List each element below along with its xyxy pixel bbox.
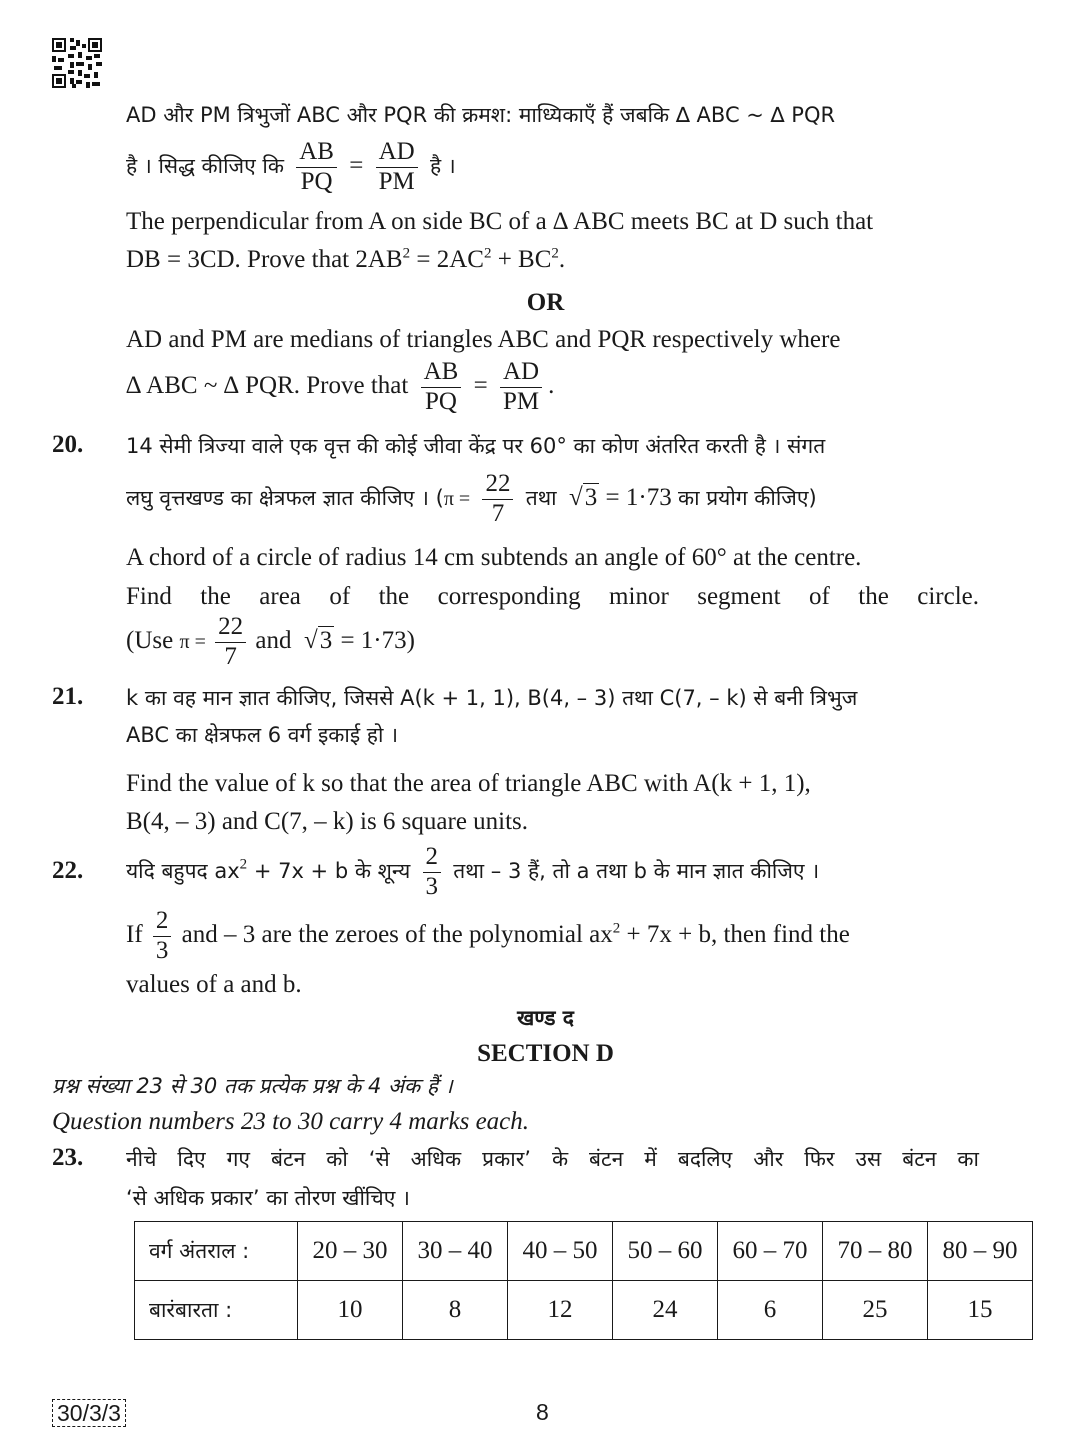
table-cell: 50 – 60	[613, 1222, 718, 1281]
fraction-22-7	[215, 613, 246, 672]
q19-or-line1: AD and PM are medians of triangles ABC and PQR respectively where	[126, 326, 841, 353]
section-en-title: SECTION D	[477, 1040, 614, 1067]
sqrt-radicand: 3	[584, 483, 598, 511]
table-row	[135, 1281, 1033, 1340]
superscript: 2	[402, 245, 411, 262]
sqrt-radicand: 3	[319, 626, 333, 654]
equals-sign: =	[349, 151, 364, 179]
or-label: OR	[526, 289, 565, 316]
q20-en-line2: Find the area of the corresponding minor segment of the circle.	[126, 583, 979, 610]
section-hi-note-text: प्रश्न संख्या 23 से 30 तक प्रत्येक प्रश्न के 4 अंक हैं ।	[52, 1074, 453, 1098]
q21-en-line1: Find the value of k so that the area of triangle ABC with A(k + 1, 1),	[126, 770, 811, 797]
q20-hi-text: 14 सेमी त्रिज्या वाले एक वृत्त की कोई जीवा केंद्र पर 60° का कोण अंतरित करती है । संगत	[126, 434, 826, 458]
and-text: and	[255, 626, 292, 654]
paper-code: 30/3/3	[52, 1399, 126, 1427]
q22-hi-text: यदि बहुपद ax	[126, 858, 240, 883]
q19-hi-text: AD और PM त्रिभुजों ABC और PQR की क्रमश: माध्यिकाएँ हैं जबकि ∆ ABC ~ ∆ PQR	[126, 103, 836, 127]
fraction-denominator: PQ	[424, 387, 457, 415]
q22-en-line2: values of a and b.	[126, 971, 302, 998]
q21-hi-line2	[126, 720, 398, 750]
equals-sign: =	[473, 371, 488, 399]
q19-hi-end: है ।	[429, 153, 456, 178]
q23-hi-line1	[126, 1144, 979, 1174]
q21-en-line2: B(4, – 3) and C(7, – k) is 6 square units.	[126, 808, 529, 835]
fraction-2-3	[423, 843, 442, 902]
row-label	[135, 1281, 298, 1340]
distribution-table	[134, 1221, 1033, 1340]
table-cell: 24	[613, 1281, 718, 1340]
q20-hi-text2: लघु वृत्तखण्ड का क्षेत्रफल ज्ञात कीजिए । (	[126, 485, 444, 510]
q19-hi-prove-text: है । सिद्ध कीजिए कि	[126, 153, 284, 178]
fraction-ab-pq	[296, 138, 337, 197]
question-number: 22.	[52, 857, 84, 884]
table-row	[135, 1222, 1033, 1281]
frequency-label: बारंबारता :	[149, 1298, 233, 1322]
table-cell: 40 – 50	[508, 1222, 613, 1281]
table-cell: 10	[298, 1281, 403, 1340]
period: .	[548, 371, 555, 399]
question-number: 20.	[52, 431, 84, 458]
fraction-ab-pq	[421, 358, 462, 417]
table-cell: 80 – 90	[928, 1222, 1033, 1281]
fraction-denominator: 3	[155, 936, 169, 964]
qr-code	[52, 38, 102, 88]
q19-or-prove-text: ∆ ABC ~ ∆ PQR. Prove that	[126, 371, 409, 399]
fraction-numerator: 2	[423, 843, 442, 873]
superscript: 2	[483, 245, 492, 262]
sqrt-value: = 1·73	[605, 483, 672, 511]
section-en-note: Question numbers 23 to 30 carry 4 marks each.	[52, 1108, 530, 1135]
use-text: (Use	[126, 626, 174, 654]
fraction-denominator: 3	[425, 872, 439, 900]
q19-hi-line1	[126, 100, 835, 130]
row-label	[135, 1222, 298, 1281]
close-paren: )	[406, 626, 415, 654]
fraction-2-3	[153, 907, 172, 966]
pi-equals: π =	[443, 487, 471, 510]
q19-en-line1: The perpendicular from A on side BC of a ∆ ABC meets BC at D such that	[126, 208, 874, 235]
table-cell: 70 – 80	[823, 1222, 928, 1281]
q23-hi-text: नीचे दिए गए बंटन को ‘से अधिक प्रकार’ के बंटन में बदलिए और फिर उस बंटन का	[126, 1147, 979, 1171]
fraction-ad-pm	[376, 138, 418, 197]
q21-hi-text: k का वह मान ज्ञात कीजिए, जिससे A(k + 1, 1), B(4, – 3) तथा C(7, – k) से बनी त्रिभुज	[126, 686, 858, 710]
fraction-denominator: PQ	[300, 167, 333, 195]
table-cell: 25	[823, 1281, 928, 1340]
fraction-numerator: AB	[421, 358, 462, 388]
page-number: 8	[536, 1399, 549, 1425]
superscript: 2	[612, 920, 621, 937]
table-cell: 6	[718, 1281, 823, 1340]
fraction-denominator: PM	[378, 167, 415, 195]
fraction-numerator: AB	[296, 138, 337, 168]
q22-en-line1	[126, 907, 850, 966]
q19-en-line2	[126, 245, 565, 275]
fraction-numerator: AD	[500, 358, 542, 388]
section-hi-title-text: खण्ड द	[517, 1006, 574, 1030]
q20-hi-line1	[126, 431, 825, 461]
question-number: 23.	[52, 1144, 84, 1171]
fraction-denominator: 7	[224, 642, 237, 670]
table-cell: 8	[403, 1281, 508, 1340]
q22-en-end: + 7x + b, then find the	[620, 920, 850, 948]
q19-en-part-c: + BC	[491, 246, 552, 273]
section-hi-title	[0, 1003, 1091, 1033]
q22-hi-line	[126, 843, 819, 902]
q23-hi-text2: ‘से अधिक प्रकार’ का तोरण खींचिए ।	[126, 1186, 410, 1210]
tatha-text: तथा	[525, 485, 557, 510]
fraction-numerator: AD	[376, 138, 418, 168]
q21-hi-line1	[126, 683, 857, 713]
if-text: If	[126, 920, 143, 948]
q20-hi-end: का प्रयोग कीजिए)	[677, 485, 817, 510]
superscript: 2	[551, 245, 559, 262]
q19-en-part-b: = 2AC	[410, 246, 484, 273]
fraction-22-7	[482, 470, 513, 529]
q23-hi-line2	[126, 1183, 410, 1213]
question-number: 21.	[52, 683, 84, 710]
fraction-numerator: 22	[482, 470, 513, 500]
q19-hi-line2	[126, 138, 456, 197]
pi-equals: π =	[179, 630, 206, 653]
q22-hi-mid: + 7x + b के शून्य	[247, 858, 411, 883]
q19-or-line2	[126, 358, 554, 417]
q22-en-mid: and – 3 are the zeroes of the polynomial ax	[181, 920, 613, 948]
section-hi-note	[52, 1071, 453, 1101]
q21-hi-text2: ABC का क्षेत्रफल 6 वर्ग इकाई हो ।	[126, 723, 399, 747]
table-cell: 20 – 30	[298, 1222, 403, 1281]
fraction-denominator: PM	[502, 387, 540, 415]
table-cell: 30 – 40	[403, 1222, 508, 1281]
table-cell: 12	[508, 1281, 613, 1340]
q19-en-part-a: DB = 3CD. Prove that 2AB	[126, 246, 403, 273]
class-interval-label: वर्ग अंतराल :	[149, 1239, 250, 1263]
q20-hi-line2: लघु वृत्तखण्ड का क्षेत्रफल ज्ञात कीजिए । (π = $\frac{22}{7}$ तथा √3 = 1·73 का प्रयोग कीजिए)	[126, 470, 817, 527]
fraction-ad-pm	[500, 358, 542, 417]
q19-en-part-d: .	[558, 246, 566, 273]
fraction-denominator: 7	[491, 499, 505, 527]
q20-en-line1: A chord of a circle of radius 14 cm subtends an angle of 60° at the centre.	[126, 544, 862, 571]
table-cell: 15	[928, 1281, 1033, 1340]
fraction-numerator: 22	[215, 613, 246, 643]
q22-hi-end: तथा – 3 हैं, तो a तथा b के मान ज्ञात कीजिए ।	[453, 858, 820, 883]
table-cell: 60 – 70	[718, 1222, 823, 1281]
fraction-numerator: 2	[153, 907, 172, 937]
sqrt-value: = 1·73	[340, 626, 407, 654]
q20-en-line3: (Use π = $\frac{22}{7}$ and √3 = 1·73)	[126, 613, 415, 670]
superscript: 2	[239, 856, 248, 873]
